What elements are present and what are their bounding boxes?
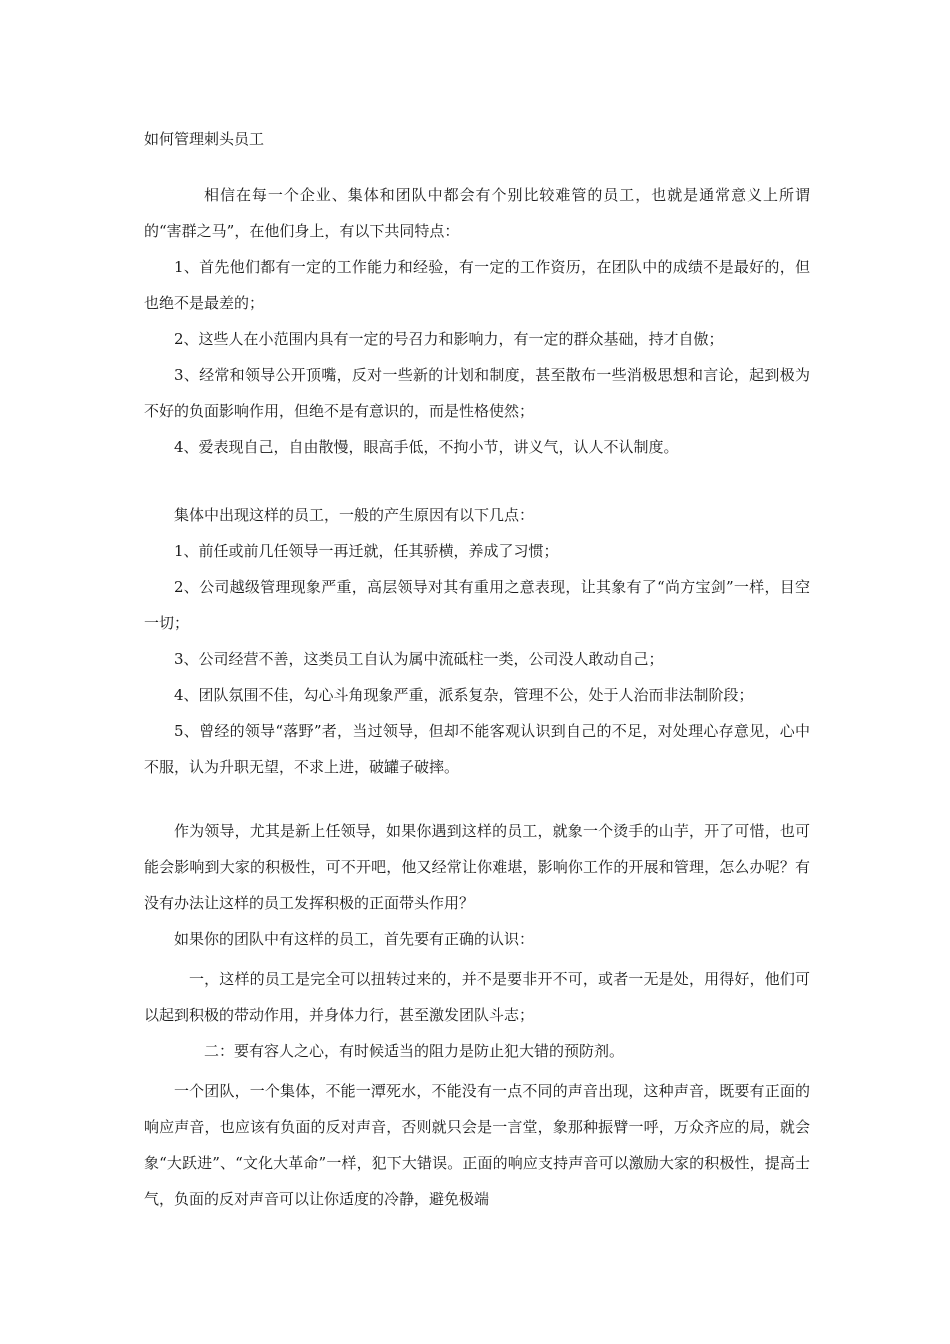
paragraph-cause-5: 5、曾经的领导“落野”者，当过领导，但却不能客观认识到自己的不足，对处理心存意见，心中不服，认为升职无望，不求上进，破罐子破摔。	[144, 722, 810, 776]
paragraph-trait-3: 3、经常和领导公开顶嘴，反对一些新的计划和制度，甚至散布一些消极思想和言论，起到极为不好的负面影响作用，但绝不是有意识的，而是性格使然；	[144, 366, 810, 420]
paragraph-point-2: 二：要有容人之心，有时候适当的阻力是防止犯大错的预防剂。	[204, 1042, 625, 1060]
paragraph-team: 一个团队，一个集体，不能一潭死水，不能没有一点不同的声音出现，这种声音，既要有正面的响应声音，也应该有负面的反对声音，否则就只会是一言堂，象那种振臂一呼，万众齐应的局，就会象“大跃进”、“文化大革命”一样，犯下大错误。正面的响应支持声音可以激励大家的积极性，提高士气，负面的反对声音可以让你适度的冷静，避免极端	[144, 1082, 810, 1208]
paragraph-leader: 作为领导，尤其是新上任领导，如果你遇到这样的员工，就象一个烫手的山芋，开了可惜，也可能会影响到大家的积极性，可不开吧，他又经常让你难堪，影响你工作的开展和管理，怎么办呢？有没有办法让这样的员工发挥积极的正面带头作用？	[144, 822, 810, 912]
paragraph-cause-1: 1、前任或前几任领导一再迁就，任其骄横，养成了习惯；	[174, 542, 559, 560]
paragraph-cause-2: 2、公司越级管理现象严重，高层领导对其有重用之意表现，让其象有了“尚方宝剑”一样，目空一切；	[144, 578, 810, 632]
paragraph-intro: 相信在每一个企业、集体和团队中都会有个别比较难管的员工，也就是通常意义上所谓的“害群之马”，在他们身上，有以下共同特点：	[144, 186, 810, 240]
document-title: 如何管理刺头员工	[144, 130, 265, 148]
paragraph-cause-3: 3、公司经营不善，这类员工自认为属中流砥柱一类，公司没人敢动自己；	[174, 650, 664, 668]
paragraph-trait-2: 2、这些人在小范围内具有一定的号召力和影响力，有一定的群众基础，持才自傲；	[174, 330, 724, 348]
paragraph-trait-4: 4、爱表现自己，自由散慢，眼高手低，不拘小节，讲义气，认人不认制度。	[174, 438, 679, 456]
paragraph-recognition: 如果你的团队中有这样的员工，首先要有正确的认识：	[174, 930, 535, 948]
paragraph-point-1: 一，这样的员工是完全可以扭转过来的，并不是要非开不可，或者一无是处，用得好，他们可以起到积极的带动作用，并身体力行，甚至激发团队斗志；	[144, 970, 810, 1024]
paragraph-cause-4: 4、团队氛围不佳，勾心斗角现象严重，派系复杂，管理不公，处于人治而非法制阶段；	[174, 686, 754, 704]
paragraph-trait-1: 1、首先他们都有一定的工作能力和经验，有一定的工作资历，在团队中的成绩不是最好的，但也绝不是最差的；	[144, 258, 810, 312]
paragraph-causes-intro: 集体中出现这样的员工，一般的产生原因有以下几点：	[174, 506, 535, 524]
